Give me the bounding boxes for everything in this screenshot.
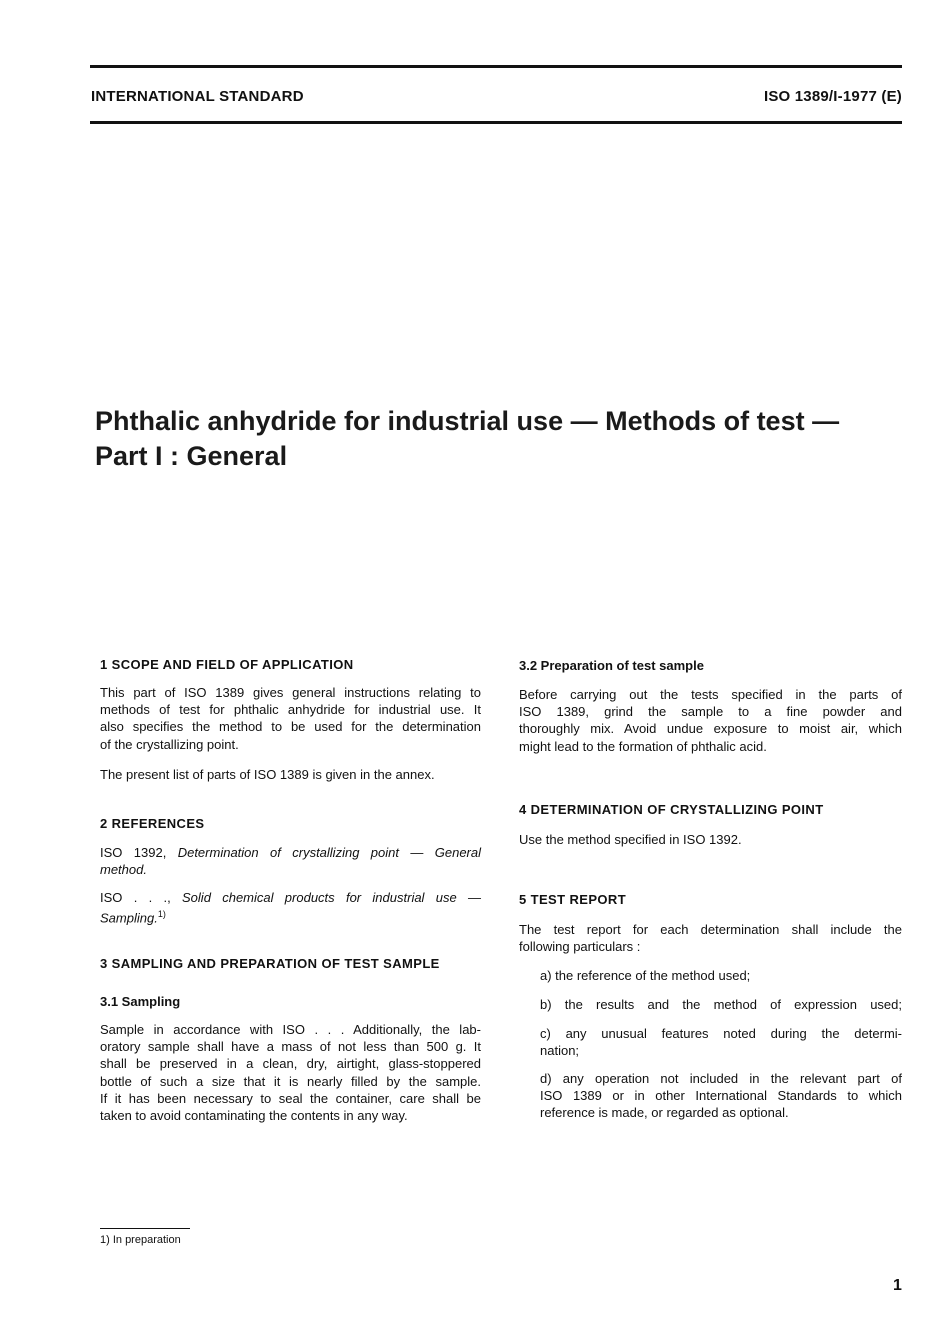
text-line: Use the method specified in ISO 1392. bbox=[519, 832, 742, 847]
text-line: reference is made, or regarded as optional. bbox=[540, 1105, 789, 1121]
text-line: also specifies the method to be used for the determination bbox=[100, 719, 481, 735]
section-3-2-heading: 3.2 Preparation of test sample bbox=[519, 658, 704, 673]
report-item-d bbox=[540, 1070, 902, 1122]
text-line: The present list of parts of ISO 1389 is given in the annex. bbox=[100, 767, 435, 782]
text-line: ISO 1389, grind the sample to a fine powder and bbox=[519, 704, 902, 720]
reference-title: Solid chemical products for industrial use — bbox=[182, 890, 481, 905]
text-line: oratory sample shall have a mass of not less than 500 g. It bbox=[100, 1039, 481, 1055]
text-line: thoroughly mix. Avoid undue exposure to moist air, which bbox=[519, 721, 902, 737]
text-line: Before carrying out the tests specified in the parts of bbox=[519, 687, 902, 702]
text-line: following particulars : bbox=[519, 939, 641, 955]
section-3-1-heading: 3.1 Sampling bbox=[100, 994, 181, 1009]
header-top-rule bbox=[90, 65, 902, 68]
reference-prefix: ISO 1392, bbox=[100, 845, 178, 860]
reference-title: Determination of crystallizing point — General bbox=[177, 845, 482, 860]
text-line: Sample in accordance with ISO . . . Additionally, the lab- bbox=[100, 1022, 481, 1037]
section-5-paragraph bbox=[519, 921, 902, 955]
text-line: If it has been necessary to seal the container, care shall be bbox=[100, 1090, 481, 1106]
text-line: a) the reference of the method used; bbox=[540, 968, 751, 983]
section-4-paragraph bbox=[519, 831, 902, 848]
report-item-a bbox=[540, 967, 902, 984]
standard-number: ISO 1389/I-1977 (E) bbox=[763, 88, 902, 105]
text-line: The test report for each determination shall include the bbox=[519, 922, 902, 937]
text-line: b) the results and the method of expression used; bbox=[540, 997, 902, 1012]
section-1-paragraph bbox=[100, 684, 481, 753]
footnote: 1) In preparation bbox=[100, 1234, 181, 1246]
text-line: shall be preserved in a clean, dry, airtight, glass-stoppered bbox=[100, 1056, 481, 1072]
header-label: INTERNATIONAL STANDARD bbox=[91, 88, 304, 105]
text-line: of the crystallizing point. bbox=[100, 736, 239, 752]
text-line: nation; bbox=[540, 1043, 580, 1059]
text-line: might lead to the formation of phthalic acid. bbox=[519, 738, 767, 754]
text-line: methods of test for phthalic anhydride for industrial use. It bbox=[100, 702, 481, 718]
section-2-heading: 2 REFERENCES bbox=[100, 816, 205, 831]
text-line: ISO 1389 or in other International Standards to which bbox=[540, 1088, 902, 1104]
section-3-2-paragraph bbox=[519, 686, 902, 755]
title-line: Part I : General bbox=[95, 441, 288, 471]
reference-title-cont: Sampling. bbox=[100, 910, 158, 926]
footnote-rule bbox=[100, 1228, 190, 1229]
document-title bbox=[95, 404, 839, 474]
section-5-heading: 5 TEST REPORT bbox=[519, 892, 627, 907]
report-item-b bbox=[540, 996, 902, 1013]
text-line: This part of ISO 1389 gives general instructions relating to bbox=[100, 685, 481, 700]
section-1-paragraph-2 bbox=[100, 766, 481, 783]
section-3-1-paragraph bbox=[100, 1021, 481, 1124]
text-line: c) any unusual features noted during the determi- bbox=[540, 1026, 902, 1041]
text-line: taken to avoid contaminating the contents in any way. bbox=[100, 1108, 408, 1124]
page-number: 1 bbox=[893, 1277, 902, 1294]
reference-prefix: ISO . . ., bbox=[100, 890, 183, 905]
reference-iso-1392 bbox=[100, 844, 481, 878]
section-1-heading: 1 SCOPE AND FIELD OF APPLICATION bbox=[100, 657, 354, 672]
title-line: Phthalic anhydride for industrial use — Methods of test — bbox=[95, 406, 840, 436]
report-item-c bbox=[540, 1025, 902, 1059]
reference-title-cont: method. bbox=[100, 862, 147, 878]
section-4-heading: 4 DETERMINATION OF CRYSTALLIZING POINT bbox=[519, 802, 824, 817]
footnote-ref: 1) bbox=[157, 909, 166, 920]
text-line: bottle of such a size that it is nearly filled by the sample. bbox=[100, 1073, 481, 1089]
reference-iso-sampling bbox=[100, 889, 481, 927]
section-3-heading: 3 SAMPLING AND PREPARATION OF TEST SAMPLE bbox=[100, 956, 440, 971]
text-line: d) any operation not included in the relevant part of bbox=[540, 1071, 902, 1086]
header-bottom-rule bbox=[90, 121, 902, 124]
